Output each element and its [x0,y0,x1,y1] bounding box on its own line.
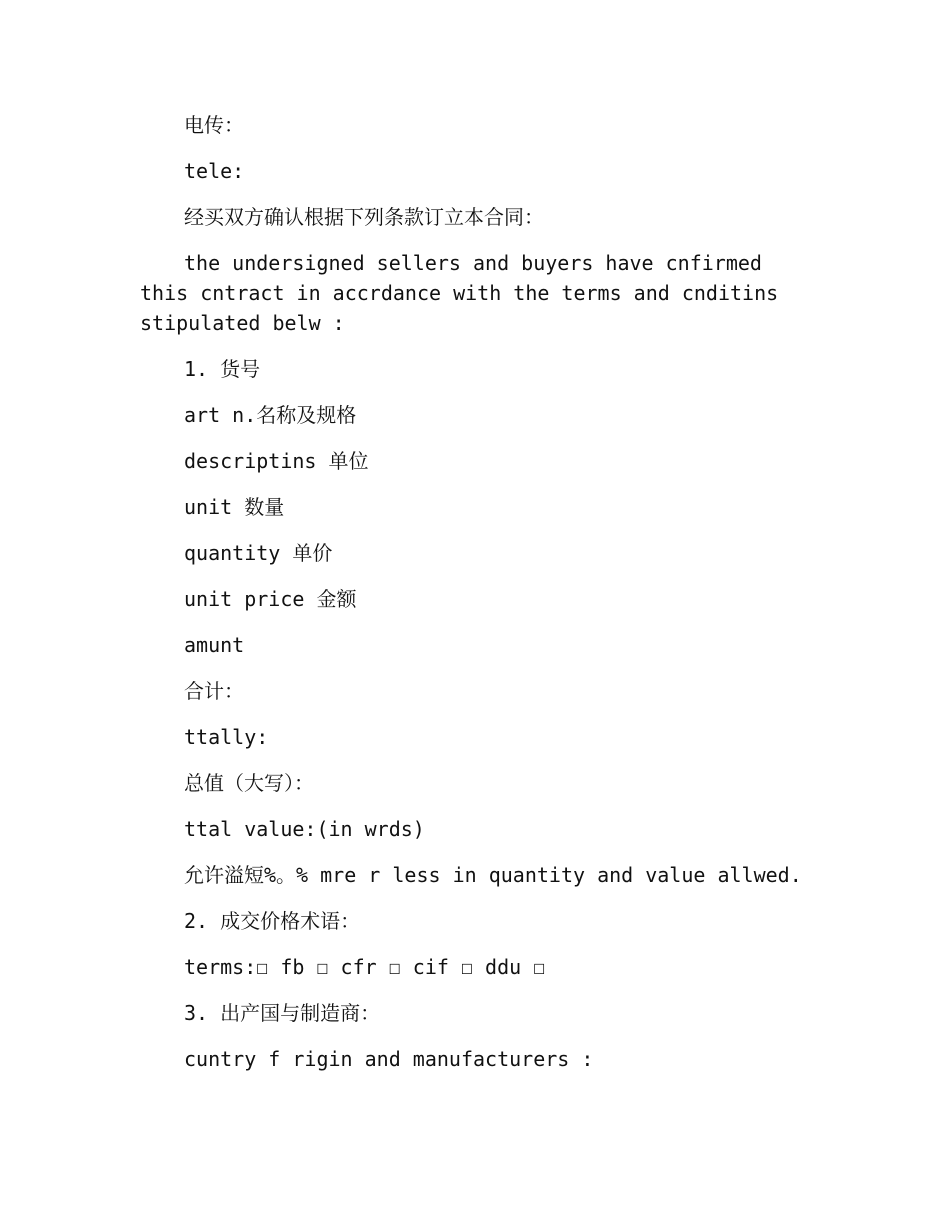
paragraph-terms-checkboxes: terms:☐ fb ☐ cfr ☐ cif ☐ ddu ☐ [184,955,546,979]
paragraph-totally: ttally: [184,725,269,749]
paragraph-telex-cn: 电传： [184,113,244,137]
paragraph-item-3-origin-cn: 3. 出产国与制造商： [184,1001,381,1025]
paragraph-descriptions-unit: descriptins 单位 [184,449,369,473]
paragraph-more-or-less: 允许溢短%。% mre r less in quantity and value allwed. [184,863,802,887]
paragraph-unit-price-amount: unit price 金额 [184,587,357,611]
paragraph-total-value-cn: 总值（大写）： [184,771,314,795]
paragraph-art-no-name-spec: art n.名称及规格 [184,403,357,427]
paragraph-confirm-en: the undersigned sellers and buyers have cnfirmed this cntract in accrdance with the terms and cnditins stipulated belw : [140,251,779,335]
paragraph-confirm-cn: 经买双方确认根据下列条款订立本合同： [184,205,544,229]
paragraph-telex-en: tele: [184,159,245,183]
paragraph-quantity-unit-price: quantity 单价 [184,541,333,565]
paragraph-country-of-origin-en: cuntry f rigin and manufacturers : [184,1047,594,1071]
paragraph-item-2-price-terms-cn: 2. 成交价格术语： [184,909,361,933]
document-body [140,110,820,1090]
paragraph-item-1-art-no-cn: 1. 货号 [184,357,261,381]
paragraph-unit-quantity: unit 数量 [184,495,285,519]
paragraph-total-value-en: ttal value:(in wrds) [184,817,425,841]
paragraph-total-cn: 合计： [184,679,244,703]
paragraph-amount: amunt [184,633,245,657]
